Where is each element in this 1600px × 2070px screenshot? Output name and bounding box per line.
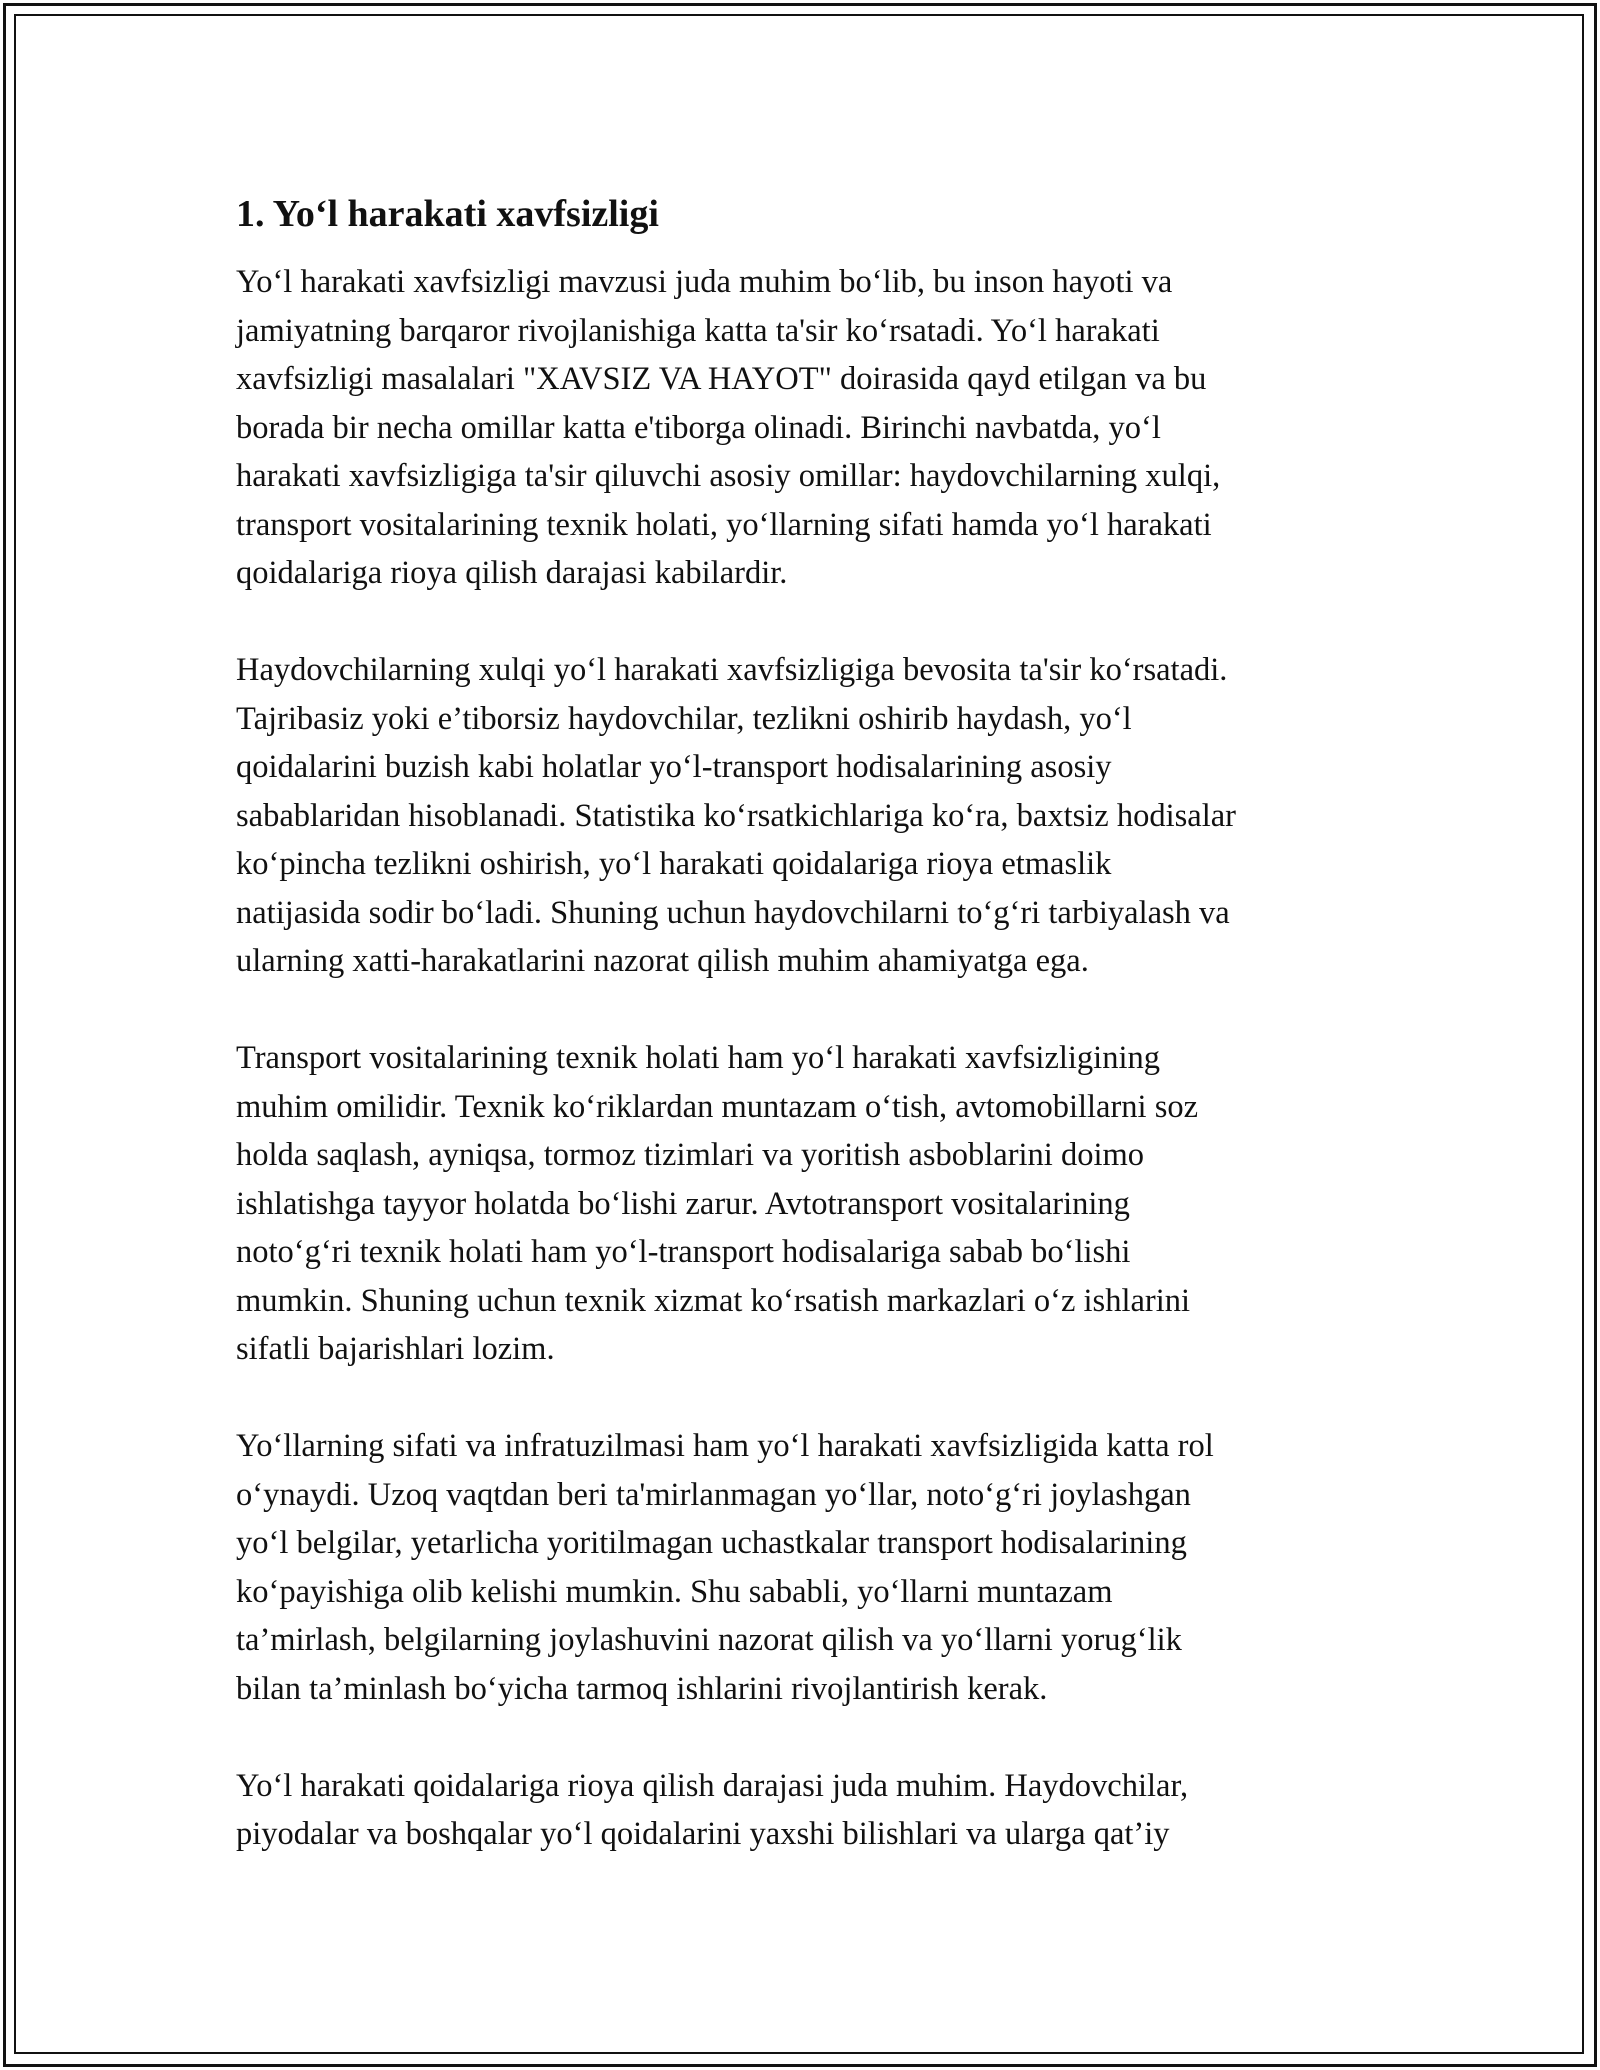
text-line: Yo‘llarning sifati va infratuzilmasi ham yo‘l harakati xavfsizligida katta rol bbox=[236, 1428, 1214, 1464]
text-line: ularning xatti-harakatlarini nazorat qilish muhim ahamiyatga ega. bbox=[236, 943, 1089, 979]
text-line: holda saqlash, ayniqsa, tormoz tizimlari va yoritish asboblarini doimo bbox=[236, 1137, 1145, 1173]
text-line: qoidalariga rioya qilish darajasi kabilardir. bbox=[236, 555, 788, 591]
text-line: bilan ta’minlash bo‘yicha tarmoq ishlarini rivojlantirish kerak. bbox=[236, 1670, 1048, 1707]
text-line: Yo‘l harakati xavfsizligi mavzusi juda muhim bo‘lib, bu inson hayoti va bbox=[236, 264, 1173, 300]
text-line: muhim omilidir. Texnik ko‘riklardan muntazam o‘tish, avtomobillarni soz bbox=[236, 1088, 1199, 1125]
text-line: mumkin. Shuning uchun texnik xizmat ko‘rsatish markazlari o‘z ishlarini bbox=[236, 1282, 1191, 1319]
text-line: qoidalarini buzish kabi holatlar yo‘l-transport hodisalarining asosiy bbox=[236, 749, 1112, 785]
text-line: yo‘l belgilar, yetarlicha yoritilmagan uchastkalar transport hodisalarining bbox=[236, 1525, 1187, 1561]
text-line: noto‘g‘ri texnik holati ham yo‘l-transport hodisalariga sabab bo‘lishi bbox=[236, 1234, 1131, 1270]
text-line: Haydovchilarning xulqi yo‘l harakati xavfsizligiga bevosita ta'sir ko‘rsatadi. bbox=[236, 652, 1228, 688]
paragraph-road-infrastructure bbox=[236, 1422, 1376, 1713]
text-line: natijasida sodir bo‘ladi. Shuning uchun haydovchilarni to‘g‘ri tarbiyalash va bbox=[236, 894, 1230, 931]
text-line: xavfsizligi masalalari "XAVSIZ VA HAYOT" doirasida qayd etilgan va bu bbox=[236, 361, 1207, 397]
text-line: o‘ynaydi. Uzoq vaqtdan beri ta'mirlanmagan yo‘llar, noto‘g‘ri joylashgan bbox=[236, 1476, 1191, 1513]
text-line: ko‘payishiga olib kelishi mumkin. Shu sababli, yo‘llarni muntazam bbox=[236, 1573, 1113, 1610]
text-line: harakati xavfsizligiga ta'sir qiluvchi asosiy omillar: haydovchilarning xulqi, bbox=[236, 458, 1221, 494]
text-line: sifatli bajarishlari lozim. bbox=[236, 1331, 555, 1367]
text-line: Tajribasiz yoki e’tiborsiz haydovchilar, tezlikni oshirib haydash, yo‘l bbox=[236, 700, 1132, 737]
text-line: Yo‘l harakati qoidalariga rioya qilish darajasi juda muhim. Haydovchilar, bbox=[236, 1767, 1189, 1804]
paragraph-rule-compliance bbox=[236, 1762, 1376, 1859]
text-line: Transport vositalarining texnik holati ham yo‘l harakati xavfsizligining bbox=[236, 1040, 1160, 1076]
text-line: sabablaridan hisoblanadi. Statistika ko‘rsatkichlariga ko‘ra, baxtsiz hodisalar bbox=[236, 797, 1236, 834]
text-line: ta’mirlash, belgilarning joylashuvini nazorat qilish va yo‘llarni yorug‘lik bbox=[236, 1622, 1182, 1658]
text-line: borada bir necha omillar katta e'tiborga olinadi. Birinchi navbatda, yo‘l bbox=[236, 409, 1161, 446]
text-line: ishlatishga tayyor holatda bo‘lishi zarur. Avtotransport vositalarining bbox=[236, 1185, 1130, 1222]
paragraph-vehicle-condition bbox=[236, 1034, 1376, 1374]
text-line: transport vositalarining texnik holati, yo‘llarning sifati hamda yo‘l harakati bbox=[236, 506, 1212, 543]
text-line: jamiyatning barqaror rivojlanishiga katta ta'sir ko‘rsatadi. Yo‘l harakati bbox=[236, 312, 1160, 349]
text-line: ko‘pincha tezlikni oshirish, yo‘l harakati qoidalariga rioya etmaslik bbox=[236, 846, 1112, 882]
paragraph-driver-behavior bbox=[236, 646, 1376, 986]
paragraph-road-safety-intro bbox=[236, 258, 1376, 598]
document-body bbox=[236, 188, 1376, 1907]
text-line: piyodalar va boshqalar yo‘l qoidalarini yaxshi bilishlari va ularga qat’iy bbox=[236, 1816, 1170, 1852]
document-title: 1. Yo‘l harakati xavfsizligi bbox=[236, 193, 659, 235]
